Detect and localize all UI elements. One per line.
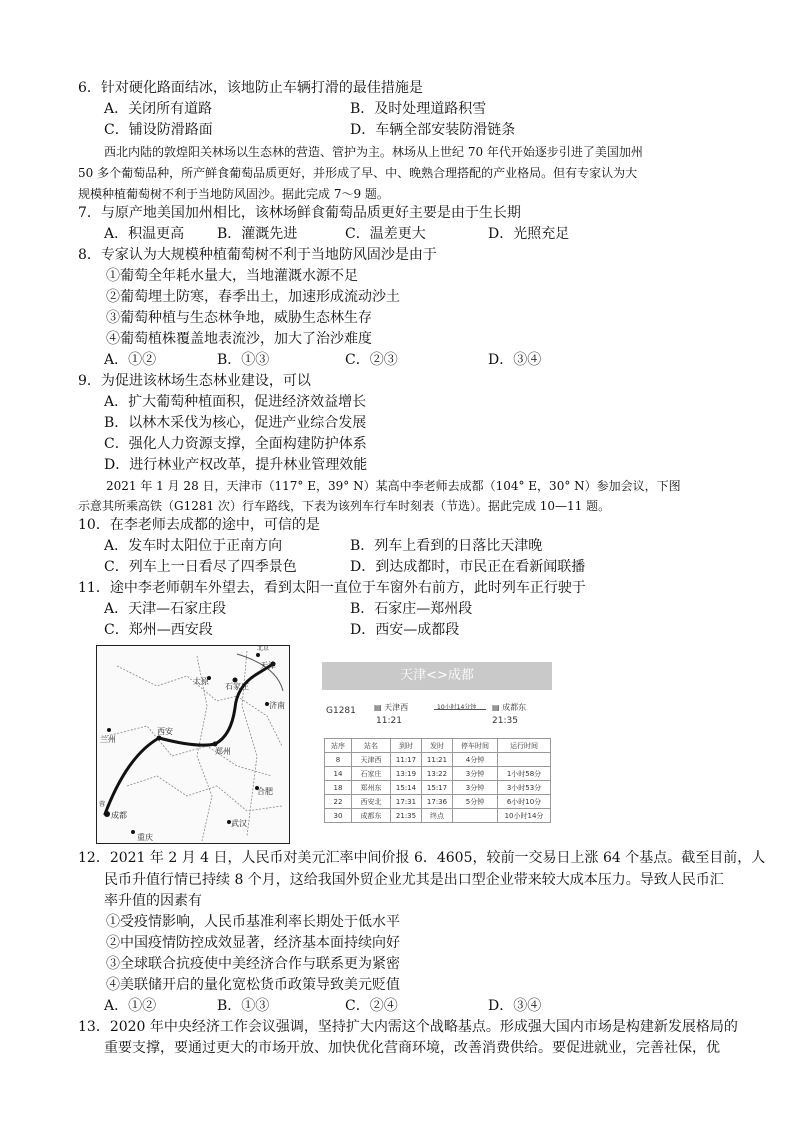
q9-option-d: D．进行林业产权改革，提升林业管理效能	[104, 457, 368, 473]
q7-option-c: C．温差更大	[345, 226, 426, 242]
cell: 3分钟	[453, 781, 498, 795]
q8-statement-4: ④葡萄植株覆盖地表流沙，加大了治沙难度	[106, 331, 372, 347]
q9-option-c: C．强化人力资源支撑，全面构建防护体系	[104, 436, 367, 452]
cell: 11:21	[422, 753, 453, 767]
q8-option-a: A．①②	[104, 352, 157, 368]
schedule-to: ▤ 成都东	[492, 703, 527, 712]
q7-stem: 7．与原产地美国加州相比，该林场鲜食葡萄品质更好主要是由于生长期	[78, 205, 521, 221]
q10-option-b: B．列车上看到的日落比天津晚	[350, 538, 543, 554]
col-header: 到时	[391, 739, 422, 753]
table-row	[325, 753, 551, 767]
schedule-to-label: 成都东	[502, 703, 527, 712]
cell: 3分钟	[453, 767, 498, 781]
q12-option-c: C．②④	[345, 998, 398, 1014]
cell	[453, 809, 498, 823]
cell: 终点	[422, 809, 453, 823]
col-header: 站序	[325, 739, 352, 753]
q7-option-a: A．积温更高	[104, 226, 185, 242]
q11-option-a: A．天津—石家庄段	[104, 601, 227, 617]
chengdu-dot	[104, 811, 110, 817]
q13-line1: 13．2020 年中央经济工作会议强调，坚持扩大内需这个战略基点。形成强大国内市场是构建新发展格局的	[78, 1019, 738, 1035]
cell: 17:31	[391, 795, 422, 809]
q11-option-c: C．郑州—西安段	[104, 622, 213, 638]
q8-option-b: B．①③	[217, 352, 270, 368]
passage1-line3: 规模种植葡萄树不利于当地防风固沙。据此完成 7～9 题。	[78, 187, 389, 201]
schedule-header-row	[325, 739, 551, 753]
q6-stem: 6．针对硬化路面结冰，该地防止车辆打滑的最佳措施是	[78, 80, 423, 96]
schedule-train-no: G1281	[326, 706, 356, 716]
cell: 15:17	[422, 781, 453, 795]
map-label-beijing: 北京	[257, 646, 270, 652]
cell: 石家庄	[352, 767, 391, 781]
q12-statement-4: ④美联储开启的量化宽松货币政策导致美元贬值	[106, 977, 400, 993]
schedule-dep-time: 11:21	[376, 716, 402, 726]
cell: 4分钟	[453, 753, 498, 767]
q6-option-b: B．及时处理道路积雪	[350, 101, 487, 117]
map-svg	[97, 646, 289, 843]
q12-statement-3: ③全球联合抗疫使中美经济合作与联系更为紧密	[106, 956, 400, 972]
col-header: 站名	[352, 739, 391, 753]
q8-option-d: D．③④	[488, 352, 542, 368]
rail-route-map	[96, 645, 290, 844]
q13-line2: 重要支撑，要通过更大的市场开放、加快优化营商环境，改善消费供给。要促进就业，完善社保，优	[104, 1040, 720, 1056]
cell: 11:17	[391, 753, 422, 767]
passage2-line1: 2021 年 1 月 28 日，天津市（117° E，39° N）某高中李老师去成都（104° E，30° N）参加会议，下图	[106, 479, 681, 493]
q11-option-d: D．西安—成都段	[350, 622, 460, 638]
cell: 郑州东	[352, 781, 391, 795]
q10-option-d: D．到达成都时，市民正在看新闻联播	[350, 559, 586, 575]
schedule-title: 天津<>成都	[322, 662, 552, 690]
cell: 1小时58分	[498, 767, 551, 781]
table-row	[325, 795, 551, 809]
q12-statement-2: ②中国疫情防控成效显著，经济基本面持续向好	[106, 935, 400, 951]
passage2-line2: 示意其所乘高铁（G1281 次）行车路线，下表为该列车行车时刻表（节选）。据此完成 10—11 题。	[78, 499, 611, 513]
col-header: 停车时间	[453, 739, 498, 753]
q6-option-c: C．铺设防滑路面	[104, 122, 213, 138]
q12-option-d: D．③④	[488, 998, 542, 1014]
cell: 21:35	[391, 809, 422, 823]
q8-statement-1: ①葡萄全年耗水量大，当地灌溉水源不足	[106, 268, 358, 284]
q7-option-b: B．灌溉先进	[217, 226, 298, 242]
table-row	[325, 781, 551, 795]
col-header: 发时	[422, 739, 453, 753]
passage1-line1: 西北内陆的敦煌阳关林场以生态林的营造、管护为主。林场从上世纪 70 年代开始逐步引进了美国加州	[104, 145, 643, 159]
cell: 30	[325, 809, 352, 823]
chongqing-dot	[131, 830, 135, 834]
xian-dot	[157, 736, 162, 741]
schedule-arrow	[434, 709, 486, 710]
cell	[498, 753, 551, 767]
q12-stem-line2: 民币升值行情已持续 8 个月，这给我国外贸企业尤其是出口型企业带来较大成本压力。导致人民币汇	[104, 872, 724, 888]
q10-option-a: A．发车时太阳位于正南方向	[104, 538, 283, 554]
map-label-tianjin: 天津	[260, 661, 276, 670]
cell: 17:36	[422, 795, 453, 809]
map-label-rong: 蓉	[99, 801, 106, 808]
schedule-duration: 10小时14分钟	[437, 704, 477, 711]
q6-option-d: D．车辆全部安装防滑链条	[350, 122, 516, 138]
cell: 6小时10分	[498, 795, 551, 809]
map-label-hefei: 合肥	[257, 787, 273, 796]
cell: 13:19	[391, 767, 422, 781]
map-label-chongqing: 重庆	[137, 833, 153, 842]
cell: 22	[325, 795, 352, 809]
q8-statement-2: ②葡萄埋土防寒，春季出土，加速形成流动沙土	[106, 289, 400, 305]
q6-option-a: A．关闭所有道路	[104, 101, 213, 117]
q12-stem-line1: 12．2021 年 2 月 4 日，人民币对美元汇率中间价报 6．4605，较前一交易日上涨 64 个基点。截至目前，人	[78, 850, 766, 866]
cell: 成都东	[352, 809, 391, 823]
q9-option-b: B．以林木采伐为核心，促进产业综合发展	[104, 415, 367, 431]
q9-stem: 9．为促进该林场生态林业建设，可以	[78, 373, 311, 389]
cell: 天津西	[352, 753, 391, 767]
table-row	[325, 809, 551, 823]
map-label-jinan: 济南	[269, 701, 285, 710]
cell: 14	[325, 767, 352, 781]
map-label-xian: 西安	[157, 727, 173, 736]
zhengzhou-dot	[213, 742, 218, 747]
beijing-dot	[256, 653, 260, 657]
cell: 西安北	[352, 795, 391, 809]
q10-option-c: C．列车上一日看尽了四季景色	[104, 559, 297, 575]
cell: 15:14	[391, 781, 422, 795]
map-label-zhengzhou: 郑州	[215, 747, 231, 756]
q7-option-d: D．光照充足	[488, 226, 570, 242]
cell: 3小时53分	[498, 781, 551, 795]
cell: 8	[325, 753, 352, 767]
q11-option-b: B．石家庄—郑州段	[350, 601, 473, 617]
lanzhou-dot	[107, 728, 111, 732]
map-label-wuhan: 武汉	[231, 819, 247, 828]
q12-option-a: A．①②	[104, 998, 157, 1014]
q8-stem: 8．专家认为大规模种植葡萄树不利于当地防风固沙是由于	[78, 247, 437, 263]
map-label-chengdu: 成都	[111, 811, 127, 820]
q10-stem: 10．在李老师去成都的途中，可信的是	[78, 517, 320, 533]
map-label-lanzhou: 兰州	[100, 735, 116, 744]
cell: 5分钟	[453, 795, 498, 809]
q12-option-b: B．①③	[217, 998, 270, 1014]
q12-stem-line3: 率升值的因素有	[104, 893, 202, 909]
table-row	[325, 767, 551, 781]
q8-option-c: C．②③	[345, 352, 398, 368]
schedule-arr-time: 21:35	[492, 716, 518, 726]
cell: 10小时14分	[498, 809, 551, 823]
schedule-from: ▤ 天津西	[374, 703, 409, 712]
schedule-table	[324, 738, 551, 823]
cell: 18	[325, 781, 352, 795]
cell: 13:22	[422, 767, 453, 781]
col-header: 运行时间	[498, 739, 551, 753]
schedule-from-label: 天津西	[384, 703, 409, 712]
map-label-taiyuan: 太原	[193, 677, 209, 686]
q8-statement-3: ③葡萄种植与生态林争地，威胁生态林生存	[106, 310, 372, 326]
train-schedule	[322, 662, 552, 840]
passage1-line2: 50 多个葡萄品种，所产鲜食葡萄品质更好，并形成了早、中、晚熟合理搭配的产业格局。但有专家认为大	[78, 166, 638, 180]
q11-stem: 11．途中李老师朝车外望去，看到太阳一直位于车窗外右前方，此时列车正行驶于	[78, 580, 586, 596]
map-label-shijiazhuang: 石家庄	[225, 682, 249, 691]
q12-statement-1: ①受疫情影响，人民币基准利率长期处于低水平	[106, 914, 400, 930]
q9-option-a: A．扩大葡萄种植面积，促进经济效益增长	[104, 394, 367, 410]
